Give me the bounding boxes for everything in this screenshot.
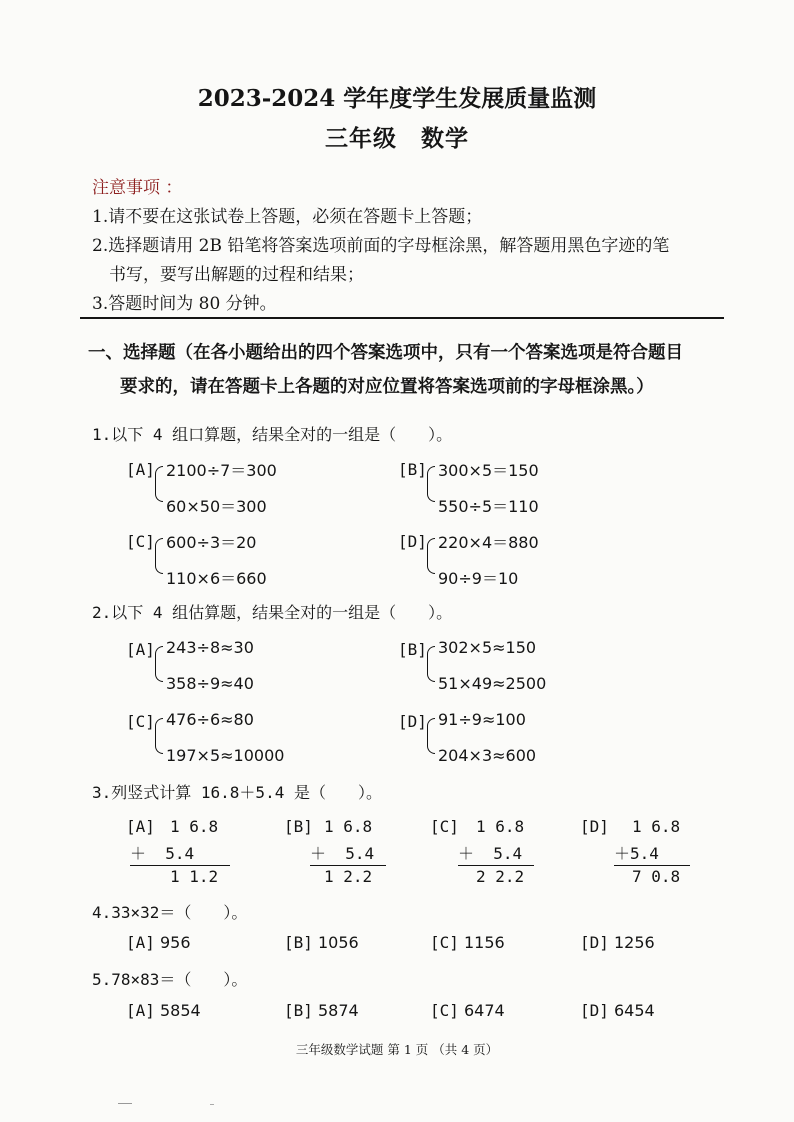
vertical-row-1: 1 6.8 [170,817,219,836]
option-label: [A] [126,817,155,836]
expression: 600÷3＝20 [166,533,257,552]
q3-stem: 3.列竖式计算 16.8＋5.4 是（ ）。 [92,783,382,802]
brace [155,646,163,682]
expression: 91÷9≈100 [438,710,526,729]
option-value: 1256 [614,933,655,952]
brace [155,718,163,754]
option-label: [C] [126,532,155,551]
scan-mark [118,1103,132,1104]
option-value: 6454 [614,1001,655,1020]
q4-option-d [580,933,655,952]
option-value: 956 [160,933,191,952]
section-heading-line-2: 要求的，请在答题卡上各题的对应位置将答案选项前的字母框涂黑。） [120,377,654,397]
q5-option-c [430,1001,505,1020]
q4-option-c [430,933,505,952]
expression: 204×3≈600 [438,746,537,765]
vertical-result: 7 0.8 [632,867,681,886]
section-heading [88,336,728,404]
expression: 243÷8≈30 [166,638,254,657]
option-label: [A] [126,933,155,952]
option-label: [D] [580,1001,609,1020]
note-item-1: 1.请不要在这张试卷上答题，必须在答题卡上答题； [92,207,483,227]
brace [427,718,435,754]
expression: 60×50＝300 [166,497,267,516]
note-item-2-cont: 书写，要写出解题的过程和结果； [109,265,364,285]
vertical-line [310,865,386,866]
option-label: [B] [398,640,427,659]
page-footer: 三年级数学试题 第 1 页 （共 4 页） [295,1042,499,1057]
q5-option-a [126,1001,201,1020]
vertical-row-1: 1 6.8 [632,817,681,836]
option-value: 1156 [464,933,505,952]
option-label: [D] [580,933,609,952]
option-label: [B] [284,933,313,952]
expression: 2100÷7＝300 [166,461,277,480]
vertical-row-2: ＋5.4 [614,844,659,863]
note-item-3: 3.答题时间为 80 分钟。 [92,294,277,314]
option-label: [B] [398,460,427,479]
vertical-row-1: 1 6.8 [476,817,525,836]
vertical-line [458,865,534,866]
vertical-row-1: 1 6.8 [324,817,373,836]
q4-option-a [126,933,191,952]
option-label: [C] [430,933,459,952]
expression: 220×4＝880 [438,533,539,552]
expression: 197×5≈10000 [166,746,285,765]
q2-stem: 2.以下 4 组估算题，结果全对的一组是（ ）。 [92,603,453,622]
note-item-2: 2.选择题请用 2B 铅笔将答案选项前面的字母框涂黑，解答题用黑色字迹的笔 [92,236,670,256]
divider [80,317,724,319]
brace [427,466,435,502]
vertical-result: 2 2.2 [476,867,525,886]
section-heading-line-1: 一、选择题（在各小题给出的四个答案选项中，只有一个答案选项是符合题目 [88,343,683,363]
brace [155,538,163,574]
option-label: [C] [126,712,155,731]
option-label: [B] [284,817,313,836]
expression: 300×5＝150 [438,461,539,480]
expression: 90÷9＝10 [438,569,519,588]
q5-option-b [284,1001,359,1020]
vertical-row-2: ＋ 5.4 [310,844,375,863]
expression: 476÷6≈80 [166,710,254,729]
q5-option-d [580,1001,655,1020]
q4-stem: 4.33×32＝（ ）。 [92,903,248,922]
vertical-line [614,865,690,866]
vertical-result: 1 2.2 [324,867,373,886]
option-label: [D] [398,532,427,551]
vertical-row-2: ＋ 5.4 [130,844,195,863]
expression: 110×6＝660 [166,569,267,588]
option-label: [A] [126,460,155,479]
expression: 358÷9≈40 [166,674,254,693]
option-value: 5854 [160,1001,201,1020]
exam-subtitle: 三年级 数学 [325,125,469,152]
option-label: [D] [580,817,609,836]
option-label: [A] [126,1001,155,1020]
scan-mark [210,1104,214,1105]
option-value: 1056 [318,933,359,952]
q1-stem: 1.以下 4 组口算题，结果全对的一组是（ ）。 [92,425,453,444]
expression: 302×5≈150 [438,638,537,657]
exam-title: 2023-2024 学年度学生发展质量监测 [197,85,597,112]
option-label: [D] [398,712,427,731]
vertical-line [130,865,230,866]
vertical-result: 1 1.2 [170,867,219,886]
expression: 51×49≈2500 [438,674,547,693]
option-label: [A] [126,640,155,659]
expression: 550÷5＝110 [438,497,539,516]
option-label: [B] [284,1001,313,1020]
vertical-row-2: ＋ 5.4 [458,844,523,863]
option-value: 6474 [464,1001,505,1020]
notes-heading: 注意事项 ： [92,178,183,198]
option-value: 5874 [318,1001,359,1020]
notes-block [92,174,669,319]
option-label: [C] [430,1001,459,1020]
q5-stem: 5.78×83＝（ ）。 [92,970,248,989]
brace [427,646,435,682]
brace [155,466,163,502]
option-label: [C] [430,817,459,836]
brace [427,538,435,574]
q4-option-b [284,933,359,952]
